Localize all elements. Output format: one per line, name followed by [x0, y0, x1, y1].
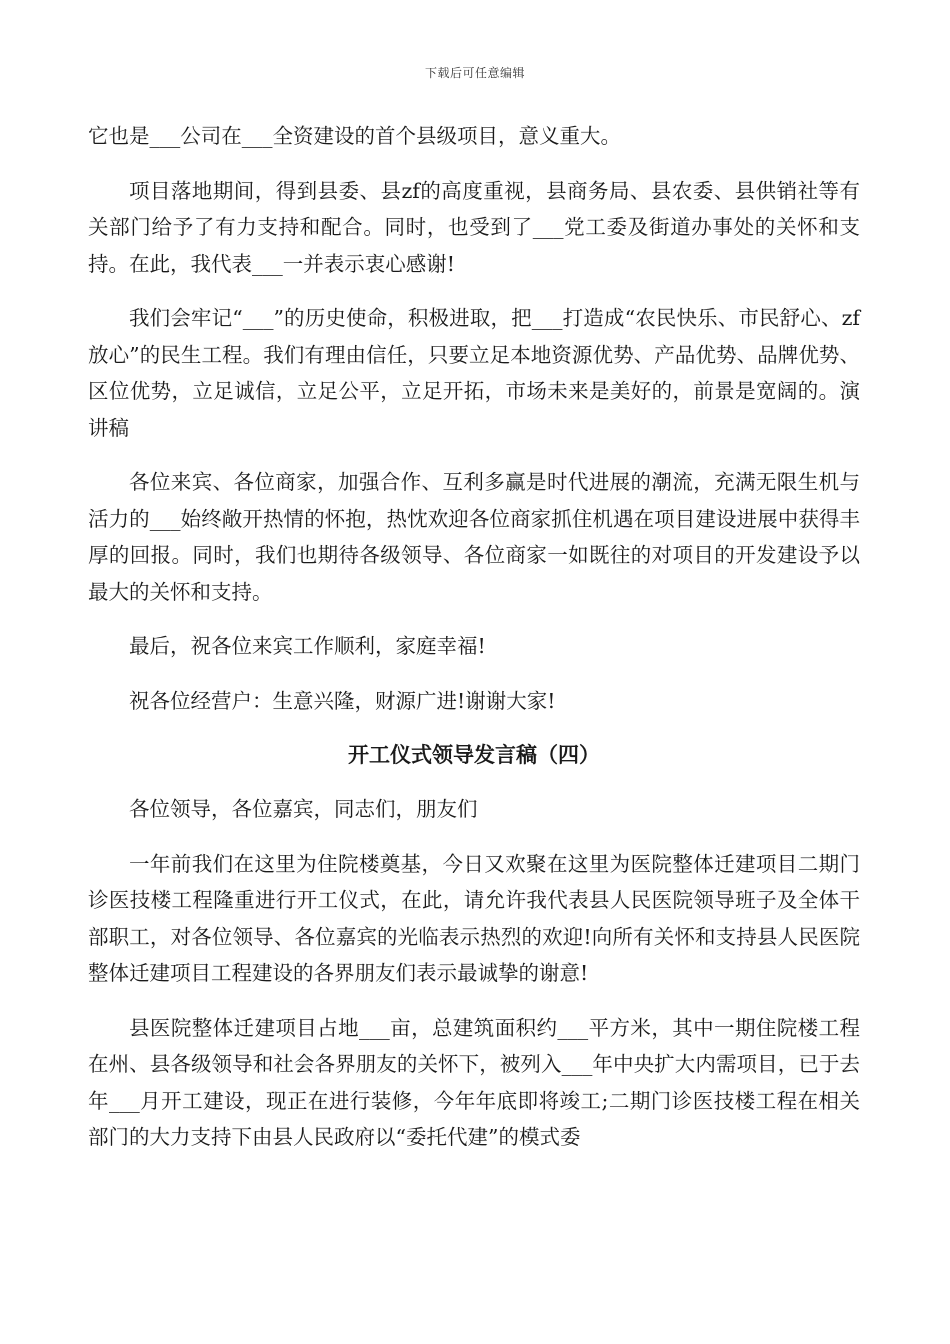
- section-heading: 开工仪式领导发言稿（四）: [348, 743, 600, 767]
- paragraph: 项目落地期间，得到县委、县zf的高度重视，县商务局、县农委、县供销社等有关部门给予了有力支持和配合。同时，也受到了___党工委及街道办事处的关怀和支持。在此，我代表___一并表示衷心感谢!: [88, 178, 860, 276]
- paragraph: 各位来宾、各位商家，加强合作、互利多赢是时代进展的潮流，充满无限生机与活力的___始终敞开热情的怀抱，热忱欢迎各位商家抓住机遇在项目建设进展中获得丰厚的回报。同时，我们也期待各级领导、各位商家一如既往的对项目的开发建设予以最大的关怀和支持。: [88, 470, 860, 604]
- paragraph: 县医院整体迁建项目占地___亩，总建筑面积约___平方米，其中一期住院楼工程在州、县各级领导和社会各界朋友的关怀下，被列入___年中央扩大内需项目，已于去年___月开工建设，现正在进行装修，今年年底即将竣工;二期门诊医技楼工程在相关部门的大力支持下由县人民政府以“委托代建”的模式委: [88, 1015, 860, 1149]
- paragraph: 各位领导，各位嘉宾，同志们，朋友们: [129, 797, 478, 821]
- paragraph: 最后，祝各位来宾工作顺利，家庭幸福!: [129, 634, 486, 658]
- paragraph: 祝各位经营户：生意兴隆，财源广进!谢谢大家!: [129, 688, 556, 713]
- document-body: [88, 118, 860, 1174]
- page-header-note: 下载后可任意编辑: [424, 66, 525, 80]
- paragraph: 一年前我们在这里为住院楼奠基，今日又欢聚在这里为医院整体迁建项目二期门诊医技楼工程隆重进行开工仪式，在此，请允许我代表县人民医院领导班子及全体干部职工，对各位领导、各位嘉宾的光临表示热烈的欢迎!向所有关怀和支持县人民医院整体迁建项目工程建设的各界朋友们表示最诚挚的谢意!: [88, 851, 860, 985]
- paragraph: 我们会牢记“___”的历史使命，积极进取，把___打造成“农民快乐、市民舒心、zf放心”的民生工程。我们有理由信任，只要立足本地资源优势、产品优势、品牌优势、区位优势，立足诚信，立足公平，立足开拓，市场未来是美好的，前景是宽阔的。演讲稿: [88, 306, 860, 440]
- paragraph: 它也是___公司在___全资建设的首个县级项目，意义重大。: [88, 124, 621, 148]
